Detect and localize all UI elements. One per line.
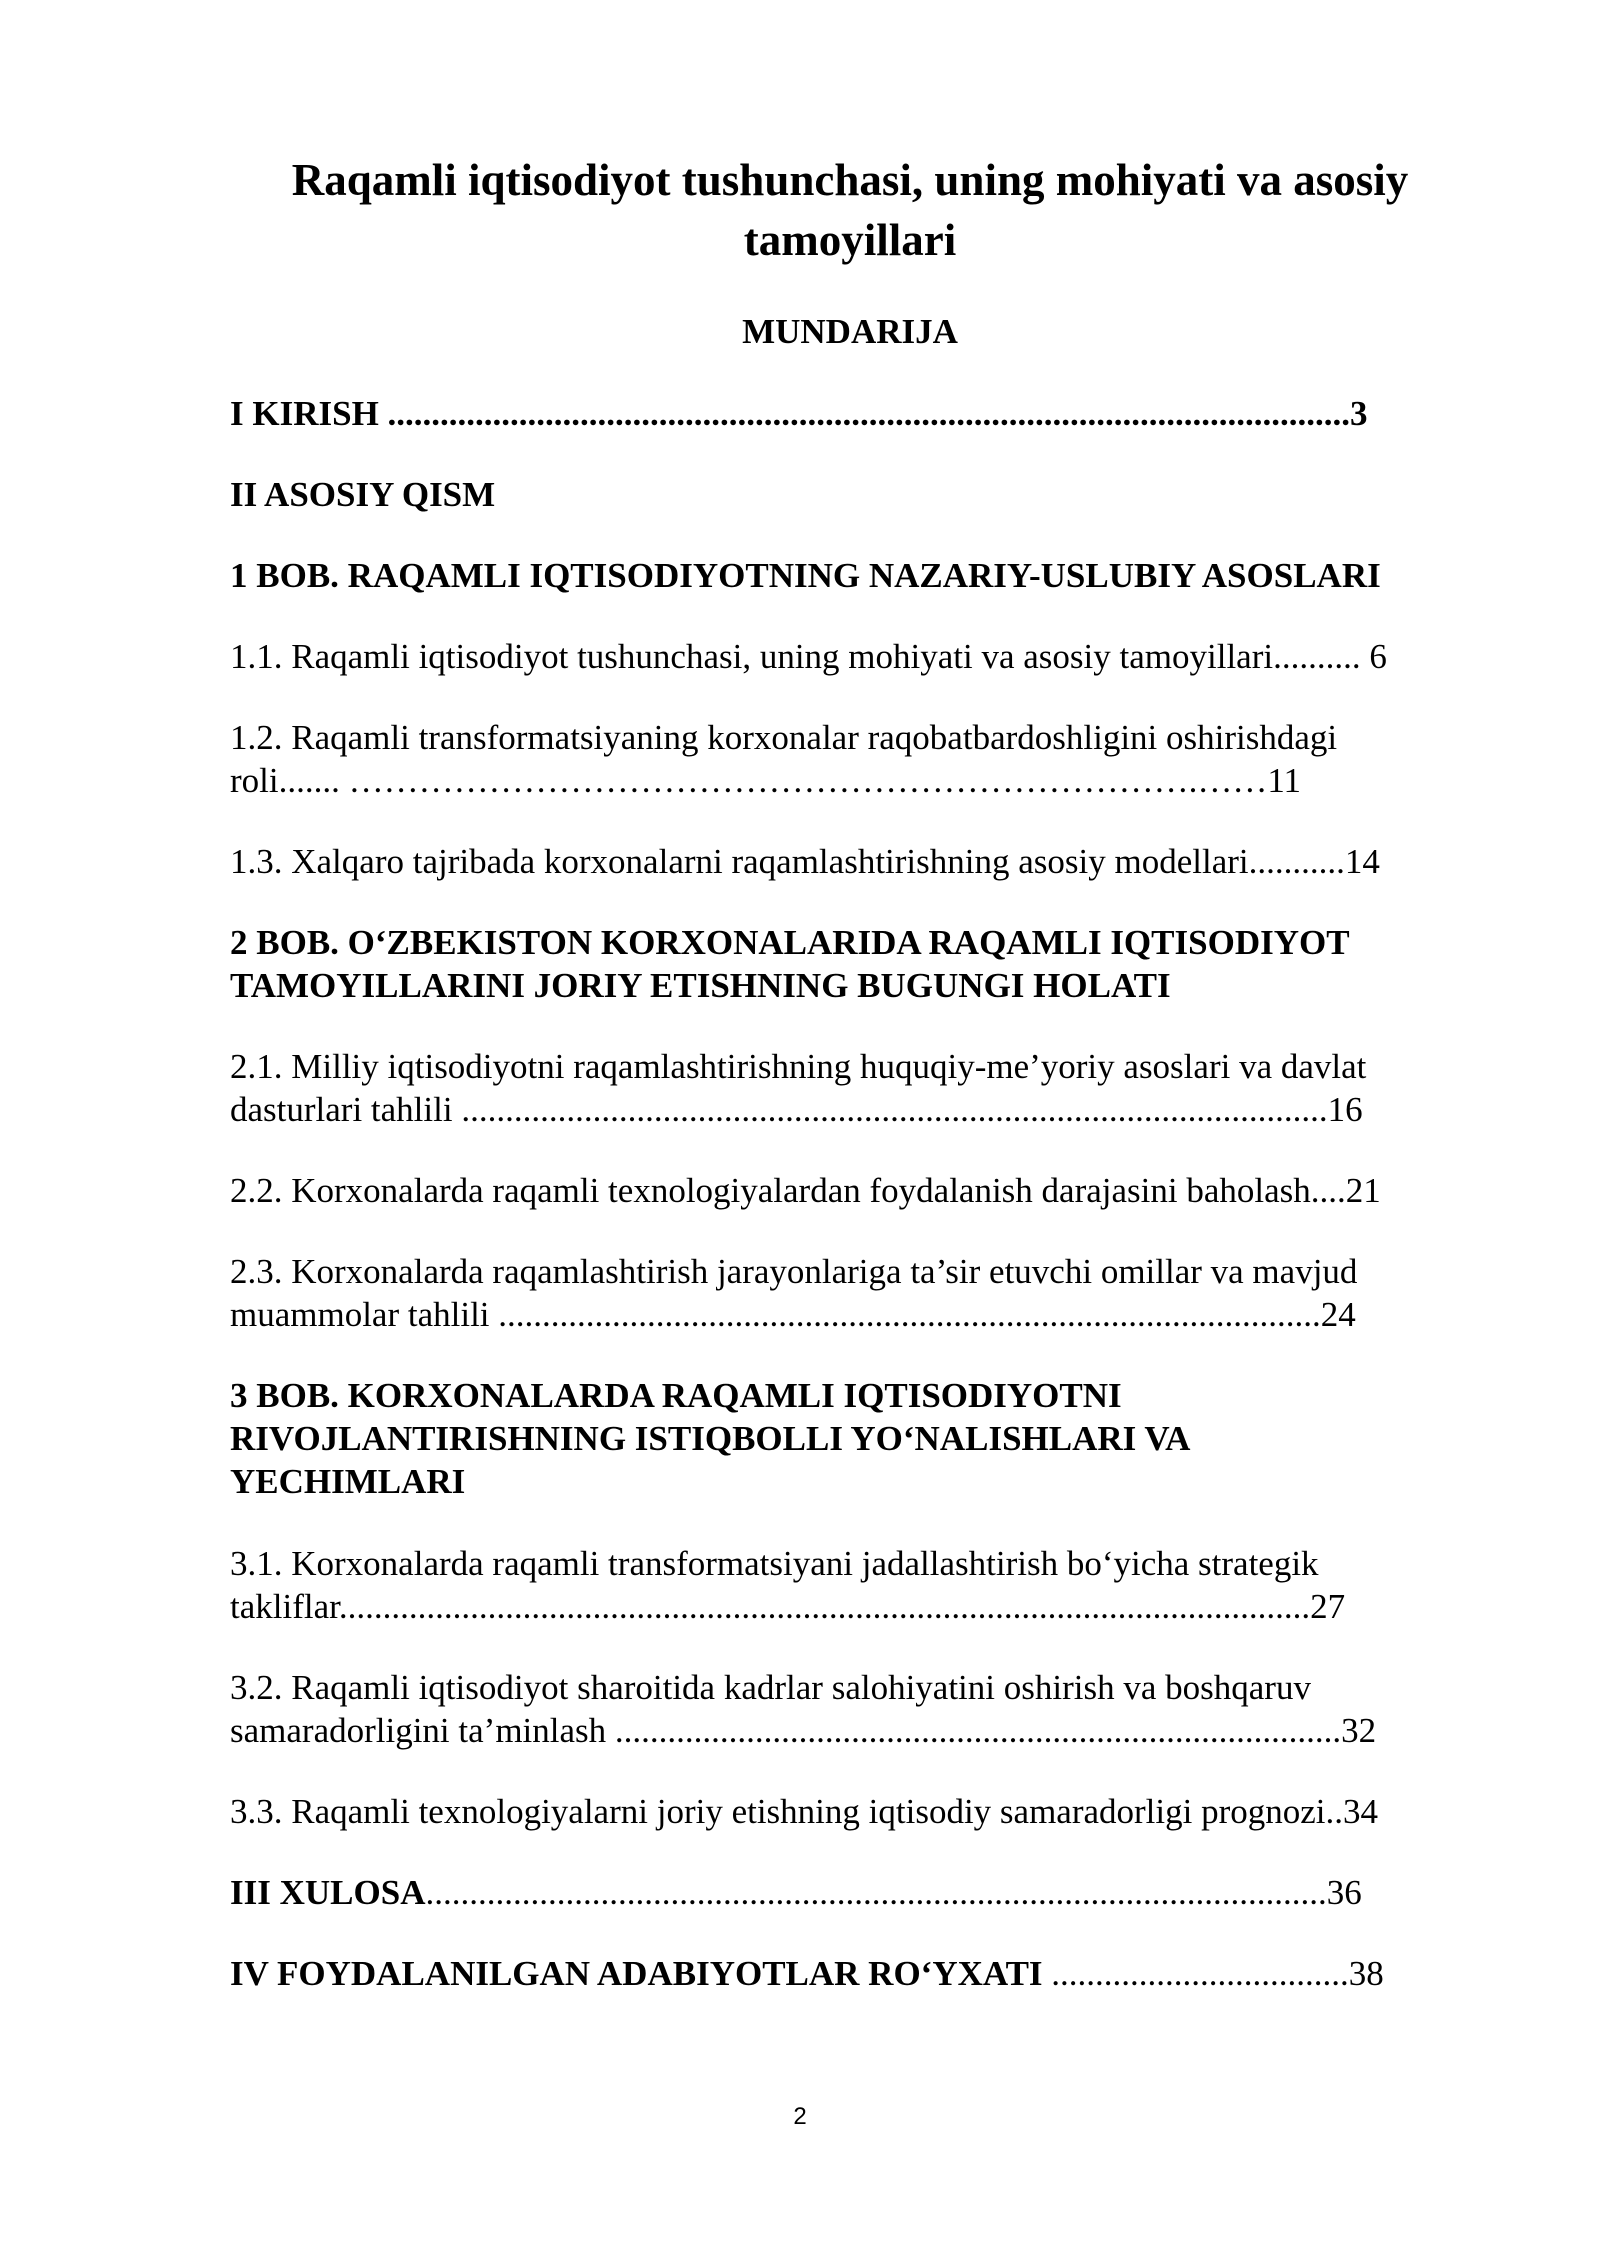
toc-entry-line: muammolar tahlili ..............................................................................................24: [230, 1295, 1356, 1334]
toc-entry-section-2-3: [230, 1250, 1480, 1336]
toc-entry-kirish: [230, 392, 1480, 435]
toc-entry-title: III XULOSA: [230, 1873, 426, 1912]
toc-entry-leader: .......................................................................................................36: [425, 1873, 1362, 1912]
toc-entry-line: RIVOJLANTIRISHNING ISTIQBOLLI YO‘NALISHLARI VA: [230, 1419, 1191, 1458]
toc-entry-line: I KIRISH ..............................................................................................................3: [230, 394, 1368, 433]
toc-entry-line: 2 BOB. O‘ZBEKISTON KORXONALARIDA RAQAMLI IQTISODIYOT: [230, 923, 1350, 962]
page-number: 2: [793, 2103, 807, 2130]
toc-entry-line: dasturlari tahlili ...................................................................................................16: [230, 1090, 1363, 1129]
toc-entry-section-2-2: [230, 1169, 1480, 1212]
toc-entry-asosiy-qism: [230, 473, 1480, 516]
toc-entry-line: TAMOYILLARINI JORIY ETISHNING BUGUNGI HOLATI: [230, 966, 1171, 1005]
toc-entry-section-1-2: [230, 716, 1480, 802]
toc-entry-leader: ..................................38: [1042, 1954, 1384, 1993]
toc-entry-section-2-1: [230, 1045, 1480, 1131]
toc-entry-line: 2.1. Milliy iqtisodiyotni raqamlashtirishning huquqiy-me’yoriy asoslari va davlat: [230, 1047, 1367, 1086]
toc-entry-line: YECHIMLARI: [230, 1462, 466, 1501]
document-title-line-1: Raqamli iqtisodiyot tushunchasi, uning mohiyati va asosiy: [291, 155, 1409, 205]
toc-entry-line: 3.3. Raqamli texnologiyalarni joriy etishning iqtisodiy samaradorligi prognozi..34: [230, 1792, 1379, 1831]
toc-heading: MUNDARIJA: [742, 312, 958, 351]
toc-entry-chapter-3: [230, 1374, 1480, 1503]
document-title-line-2: tamoyillari: [743, 215, 957, 265]
toc-entry-line: 1.1. Raqamli iqtisodiyot tushunchasi, uning mohiyati va asosiy tamoyillari.......... 6: [230, 637, 1387, 676]
toc-entry-section-3-3: [230, 1790, 1480, 1833]
toc-entry-line: 3.2. Raqamli iqtisodiyot sharoitida kadrlar salohiyatini oshirish va boshqaruv: [230, 1668, 1311, 1707]
toc-entry-section-3-1: [230, 1542, 1480, 1628]
toc-entry-line: 1.3. Xalqaro tajribada korxonalarni raqamlashtirishning asosiy modellari...........14: [230, 842, 1380, 881]
toc-entry-line: II ASOSIY QISM: [230, 475, 496, 514]
toc-entry-section-1-3: [230, 840, 1480, 883]
toc-entry-line: 1 BOB. RAQAMLI IQTISODIYOTNING NAZARIY-USLUBIY ASOSLARI: [230, 556, 1381, 595]
toc-entry-line: samaradorligini ta’minlash ...................................................................................32: [230, 1711, 1377, 1750]
toc-entry-chapter-1: [230, 554, 1480, 597]
toc-entry-line: 2.2. Korxonalarda raqamli texnologiyalardan foydalanish darajasini baholash....21: [230, 1171, 1381, 1210]
document-title: [230, 150, 1470, 270]
toc-entry-line: 1.2. Raqamli transformatsiyaning korxonalar raqobatbardoshligini oshirishdagi: [230, 718, 1338, 757]
toc-entry-section-3-2: [230, 1666, 1480, 1752]
toc-entry-line: 3 BOB. KORXONALARDA RAQAMLI IQTISODIYOTNI: [230, 1376, 1122, 1415]
toc-entry-adabiyotlar: [230, 1952, 1480, 1995]
toc-entry-xulosa: [230, 1871, 1480, 1914]
toc-entry-line: roli....... ……………………………………………………………….……11: [230, 761, 1302, 800]
toc-entry-line: 2.3. Korxonalarda raqamlashtirish jarayonlariga ta’sir etuvchi omillar va mavjud: [230, 1252, 1358, 1291]
toc-entry-title: IV FOYDALANILGAN ADABIYOTLAR RO‘YXATI: [230, 1954, 1043, 1993]
toc-entry-chapter-2: [230, 921, 1480, 1007]
toc-entry-line: takliflar...............................................................................................................27: [230, 1587, 1346, 1626]
toc-entry-section-1-1: [230, 635, 1480, 678]
toc-entry-line: 3.1. Korxonalarda raqamli transformatsiyani jadallashtirish bo‘yicha strategik: [230, 1544, 1319, 1583]
